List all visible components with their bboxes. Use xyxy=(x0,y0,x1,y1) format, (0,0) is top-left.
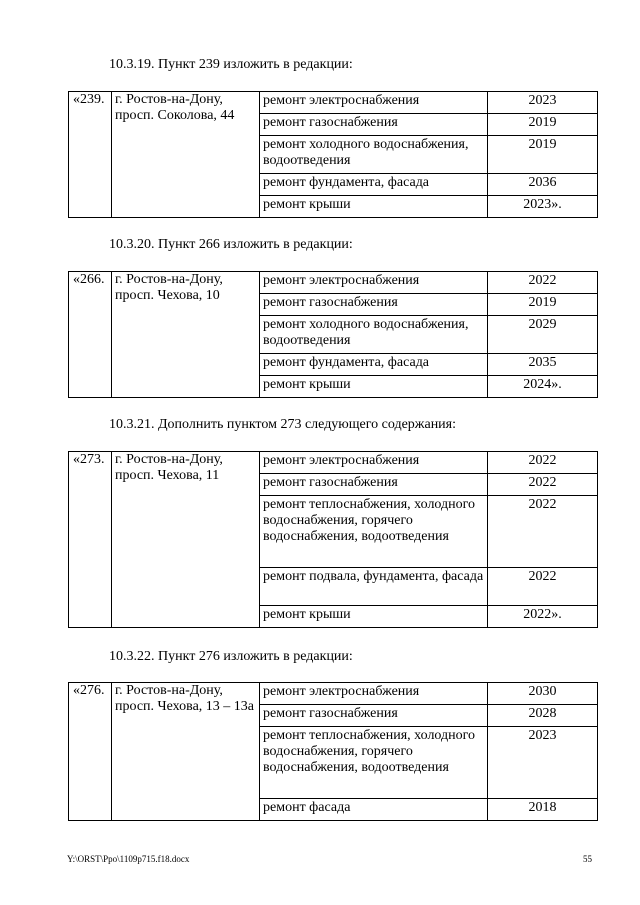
table-row xyxy=(69,452,598,474)
item-number: «266. xyxy=(69,272,112,398)
page-number: 55 xyxy=(583,854,592,864)
year-cell: 2024». xyxy=(488,376,598,398)
year-cell: 2028 xyxy=(488,705,598,727)
item-number: «239. xyxy=(69,92,112,218)
work-cell: ремонт газоснабжения xyxy=(260,294,488,316)
year-cell: 2036 xyxy=(488,174,598,196)
year-cell: 2023». xyxy=(488,196,598,218)
work-cell: ремонт фундамента, фасада xyxy=(260,354,488,376)
works-table xyxy=(68,451,598,628)
address-cell: г. Ростов-на-Дону, просп. Чехова, 13 – 13а xyxy=(112,683,260,821)
year-cell: 2019 xyxy=(488,294,598,316)
work-cell: ремонт фундамента, фасада xyxy=(260,174,488,196)
year-cell: 2022». xyxy=(488,606,598,628)
year-cell: 2023 xyxy=(488,727,598,799)
work-cell: ремонт крыши xyxy=(260,196,488,218)
year-cell: 2023 xyxy=(488,92,598,114)
work-cell: ремонт электроснабжения xyxy=(260,683,488,705)
works-table xyxy=(68,271,598,398)
work-cell: ремонт подвала, фундамента, фасада xyxy=(260,568,488,606)
works-table xyxy=(68,91,598,218)
footer-file-path: Y:\ORST\Ppo\1109p715.f18.docx xyxy=(67,854,190,864)
section-heading: 10.3.19. Пункт 239 изложить в редакции: xyxy=(109,57,353,72)
year-cell: 2018 xyxy=(488,799,598,821)
section-heading: 10.3.22. Пункт 276 изложить в редакции: xyxy=(109,649,353,664)
year-cell: 2019 xyxy=(488,114,598,136)
table-row xyxy=(69,683,598,705)
works-table xyxy=(68,682,598,821)
year-cell: 2022 xyxy=(488,568,598,606)
work-cell: ремонт газоснабжения xyxy=(260,114,488,136)
year-cell: 2030 xyxy=(488,683,598,705)
work-cell: ремонт электроснабжения xyxy=(260,272,488,294)
work-cell: ремонт фасада xyxy=(260,799,488,821)
address-cell: г. Ростов-на-Дону, просп. Чехова, 10 xyxy=(112,272,260,398)
work-cell: ремонт электроснабжения xyxy=(260,92,488,114)
work-cell: ремонт холодного водоснабжения, водоотведения xyxy=(260,316,488,354)
work-cell: ремонт теплоснабжения, холодного водоснабжения, горячего водоснабжения, водоотведения xyxy=(260,727,488,799)
year-cell: 2029 xyxy=(488,316,598,354)
address-cell: г. Ростов-на-Дону, просп. Соколова, 44 xyxy=(112,92,260,218)
table-row xyxy=(69,92,598,114)
work-cell: ремонт холодного водоснабжения, водоотведения xyxy=(260,136,488,174)
work-cell: ремонт теплоснабжения, холодного водоснабжения, горячего водоснабжения, водоотведения xyxy=(260,496,488,568)
work-cell: ремонт электроснабжения xyxy=(260,452,488,474)
section-heading: 10.3.21. Дополнить пунктом 273 следующего содержания: xyxy=(109,417,457,432)
item-number: «276. xyxy=(69,683,112,821)
year-cell: 2022 xyxy=(488,452,598,474)
work-cell: ремонт крыши xyxy=(260,376,488,398)
work-cell: ремонт крыши xyxy=(260,606,488,628)
section-heading: 10.3.20. Пункт 266 изложить в редакции: xyxy=(109,237,353,252)
year-cell: 2022 xyxy=(488,496,598,568)
work-cell: ремонт газоснабжения xyxy=(260,474,488,496)
work-cell: ремонт газоснабжения xyxy=(260,705,488,727)
table-row xyxy=(69,272,598,294)
address-cell: г. Ростов-на-Дону, просп. Чехова, 11 xyxy=(112,452,260,628)
year-cell: 2022 xyxy=(488,272,598,294)
year-cell: 2035 xyxy=(488,354,598,376)
year-cell: 2022 xyxy=(488,474,598,496)
item-number: «273. xyxy=(69,452,112,628)
year-cell: 2019 xyxy=(488,136,598,174)
